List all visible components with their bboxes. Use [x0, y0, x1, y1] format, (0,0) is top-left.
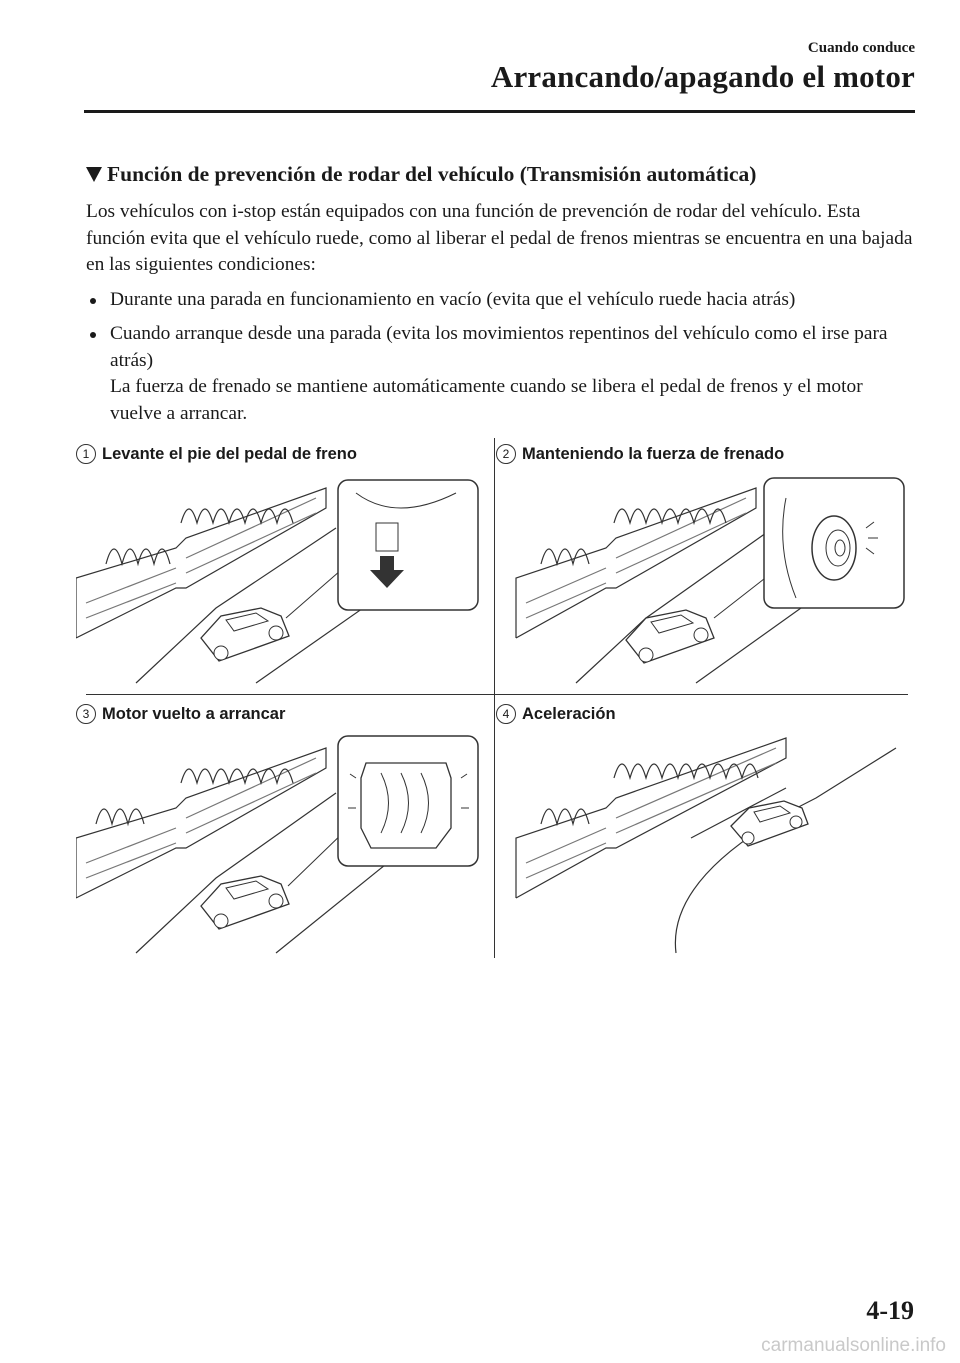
car-illustration [731, 801, 808, 846]
hill-scene-illustration [76, 468, 486, 684]
section-body [86, 199, 916, 435]
car-illustration [626, 610, 714, 663]
figure-divider-vertical [494, 438, 495, 958]
page-title: Arrancando/apagando el motor [490, 59, 915, 94]
hill-scene-illustration [76, 728, 486, 954]
step-number: 3 [76, 704, 96, 724]
brake-pedal-release-icon [338, 480, 478, 610]
engine-icon [338, 736, 478, 866]
triangle-bullet-icon [86, 167, 102, 182]
hill-scene-illustration [496, 468, 908, 684]
car-illustration [201, 608, 289, 661]
condition-list [86, 287, 916, 428]
section-heading-text: Función de prevención de rodar del vehículo (Transmisión automática) [107, 162, 757, 186]
figure-divider-horizontal [86, 694, 908, 695]
car-illustration [201, 876, 289, 929]
list-item [86, 321, 916, 427]
panel-caption: Motor vuelto a arrancar [102, 704, 286, 723]
panel-label [496, 444, 784, 464]
panel-label [76, 444, 357, 464]
panel-label [496, 704, 616, 724]
bullet-dot-icon [90, 298, 96, 304]
intro-paragraph: Los vehículos con i-stop están equipados con una función de prevención de rodar del vehículo. Esta función evita que el vehículo ruede, como al liberar el pedal de frenos mientras se encuentra en una bajada en las siguientes condiciones: [86, 201, 913, 275]
figure-panel-3 [76, 704, 486, 954]
chapter-title: Cuando conduce [807, 40, 915, 56]
panel-caption: Manteniendo la fuerza de frenado [522, 444, 785, 463]
page-number: 4-19 [866, 1296, 914, 1325]
section-heading [86, 162, 756, 187]
list-item [86, 287, 916, 314]
figure-panel-2 [496, 444, 908, 684]
step-number: 4 [496, 704, 516, 724]
figure-panel-1 [76, 444, 486, 684]
list-item-note: La fuerza de frenado se mantiene automáticamente cuando se libera el pedal de frenos y el motor vuelve a arrancar. [110, 376, 863, 424]
bullet-dot-icon [90, 332, 96, 338]
panel-caption: Levante el pie del pedal de freno [102, 444, 357, 463]
brake-disc-icon [764, 478, 904, 608]
illustration-figure [82, 438, 908, 958]
page-header [491, 40, 915, 95]
watermark: carmanualsonline.info [761, 1335, 946, 1356]
panel-caption: Aceleración [522, 704, 616, 723]
list-item-text: Cuando arranque desde una parada (evita los movimientos repentinos del vehículo como el irse para atrás) [110, 323, 888, 371]
header-divider [84, 110, 915, 113]
panel-label [76, 704, 285, 724]
hill-scene-illustration [496, 728, 908, 954]
figure-panel-4 [496, 704, 908, 954]
step-number: 1 [76, 444, 96, 464]
step-number: 2 [496, 444, 516, 464]
list-item-text: Durante una parada en funcionamiento en vacío (evita que el vehículo ruede hacia atrás) [110, 288, 796, 310]
